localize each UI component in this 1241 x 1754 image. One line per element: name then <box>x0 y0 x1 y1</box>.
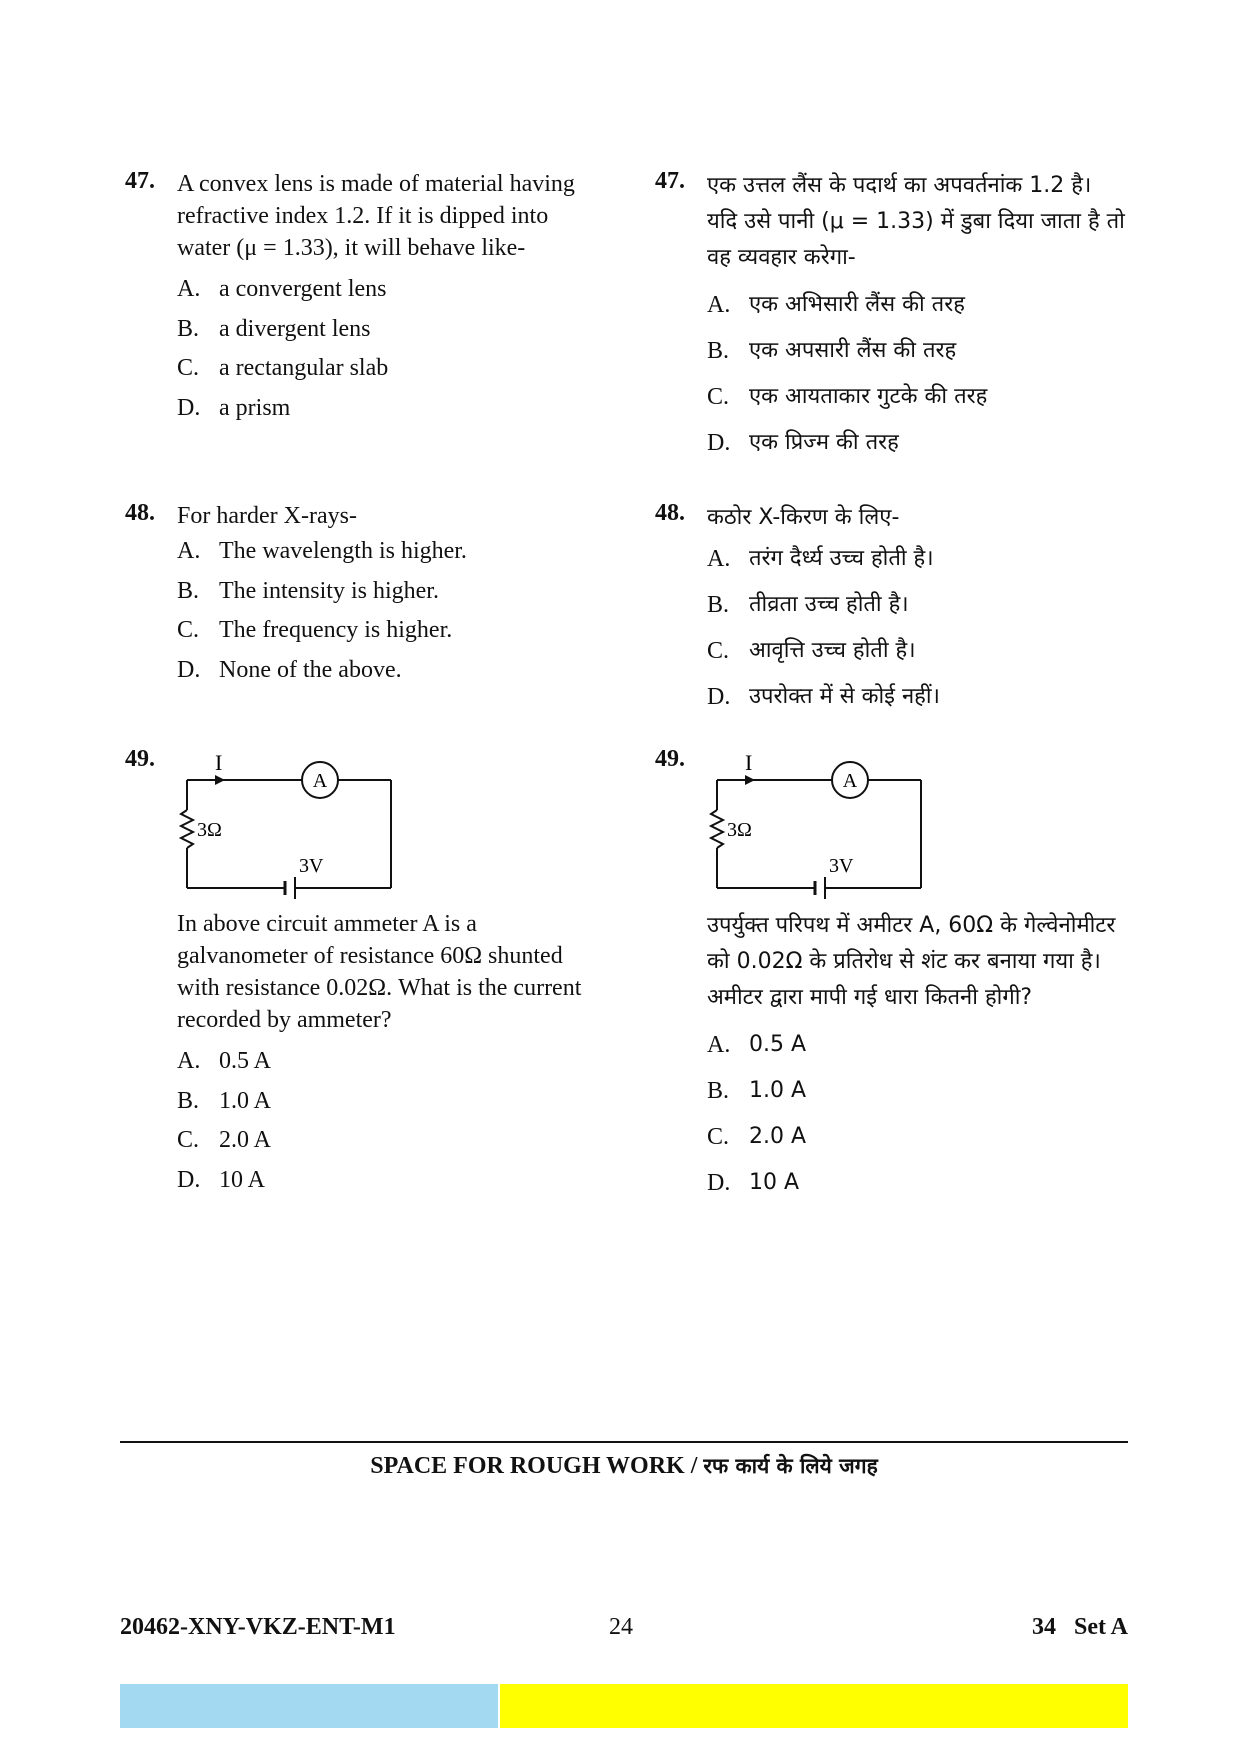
option-d[interactable]: D. उपरोक्त में से कोई नहीं। <box>707 684 940 710</box>
option-c[interactable]: C. a rectangular slab <box>177 355 389 381</box>
question-number: 47. <box>125 168 155 194</box>
option-b[interactable]: B. तीव्रता उच्च होती है। <box>707 592 909 618</box>
ammeter-label: A <box>842 770 858 792</box>
current-arrow-icon <box>215 775 225 785</box>
footer-bar-blue <box>120 1684 498 1728</box>
question-text: एक उत्तल लैंस के पदार्थ का अपवर्तनांक 1.2 है। यदि उसे पानी (μ = 1.33) में डुबा दिया जाता है तो वह व्यवहार करेगा- <box>707 173 1125 270</box>
rough-work-heading <box>120 1452 1128 1480</box>
rough-work-english: SPACE FOR ROUGH WORK / <box>370 1453 698 1479</box>
current-arrow-icon <box>745 775 755 785</box>
question-number: 47. <box>655 168 685 194</box>
question-text: कठोर X-किरण के लिए- <box>707 505 900 530</box>
battery-label: 3V <box>299 855 324 877</box>
option-a[interactable]: A. 0.5 A <box>177 1048 272 1074</box>
circuit-diagram <box>177 750 417 900</box>
resistor-symbol <box>711 810 723 848</box>
option-d[interactable]: D. 10 A <box>707 1170 800 1196</box>
option-b[interactable]: B. 1.0 A <box>707 1078 807 1104</box>
question-text: उपर्युक्त परिपथ में अमीटर A, 60Ω के गेल्वेनोमीटर को 0.02Ω के प्रतिरोध से शंट कर बनाया गया है। अमीटर द्वारा मापी गई धारा कितनी होगी? <box>707 913 1116 1010</box>
option-b[interactable]: B. a divergent lens <box>177 315 371 342</box>
footer-bar-yellow <box>500 1684 1128 1728</box>
option-list <box>707 536 940 720</box>
option-c[interactable]: C. आवृत्ति उच्च होती है। <box>707 638 916 664</box>
option-d[interactable]: D. एक प्रिज्म की तरह <box>707 430 899 456</box>
resistor-symbol <box>181 810 193 848</box>
rough-work-divider <box>120 1441 1128 1443</box>
question-number: 49. <box>125 746 155 772</box>
question-49-hindi <box>655 746 1125 1206</box>
question-text: A convex lens is made of material having refractive index 1.2. If it is dipped into water (μ = 1.33), it will behave like- <box>177 171 575 261</box>
option-b[interactable]: B. एक अपसारी लैंस की तरह <box>707 338 957 364</box>
option-d[interactable]: D. None of the above. <box>177 656 402 683</box>
circuit-diagram <box>707 750 947 900</box>
option-a[interactable]: A. The wavelength is higher. <box>177 538 467 564</box>
option-d[interactable]: D. a prism <box>177 394 291 421</box>
option-a[interactable]: A. 0.5 A <box>707 1032 807 1058</box>
option-c[interactable]: C. The frequency is higher. <box>177 617 453 643</box>
question-number: 48. <box>125 500 155 526</box>
option-c[interactable]: C. 2.0 A <box>707 1124 807 1150</box>
option-d[interactable]: D. 10 A <box>177 1166 266 1193</box>
option-list <box>177 532 467 690</box>
option-c[interactable]: C. 2.0 A <box>177 1127 272 1153</box>
option-b[interactable]: B. The intensity is higher. <box>177 577 439 604</box>
option-list <box>177 270 595 428</box>
option-c[interactable]: C. एक आयताकार गुटके की तरह <box>707 384 988 410</box>
option-b[interactable]: B. 1.0 A <box>177 1087 272 1114</box>
question-text: In above circuit ammeter A is a galvanometer of resistance 60Ω shunted with resistance 0.02Ω. What is the current recorded by ammeter? <box>177 911 582 1033</box>
battery-label: 3V <box>829 855 854 877</box>
question-47-english <box>125 168 595 428</box>
page-number: 24 <box>609 1614 633 1640</box>
resistor-label: 3Ω <box>197 819 222 841</box>
question-48-hindi <box>655 500 940 720</box>
question-text: For harder X-rays- <box>177 503 357 529</box>
option-a[interactable]: A. तरंग दैर्ध्य उच्च होती है। <box>707 546 934 572</box>
question-47-hindi <box>655 168 1125 466</box>
question-49-english <box>125 746 595 1200</box>
option-list <box>177 1042 595 1200</box>
resistor-label: 3Ω <box>727 819 752 841</box>
question-number: 48. <box>655 500 685 526</box>
question-number: 49. <box>655 746 685 772</box>
current-label: I <box>215 750 223 775</box>
paper-code: 20462-XNY-VKZ-ENT-M1 <box>120 1614 396 1640</box>
option-a[interactable]: A. a convergent lens <box>177 276 387 302</box>
option-a[interactable]: A. एक अभिसारी लैंस की तरह <box>707 292 965 318</box>
rough-work-hindi: रफ कार्य के लिये जगह <box>703 1454 878 1478</box>
option-list <box>707 1022 1125 1206</box>
ammeter-label: A <box>312 770 328 792</box>
question-48-english <box>125 500 467 690</box>
set-label: 34 Set A <box>1032 1614 1128 1640</box>
option-list <box>707 282 1125 466</box>
current-label: I <box>745 750 753 775</box>
